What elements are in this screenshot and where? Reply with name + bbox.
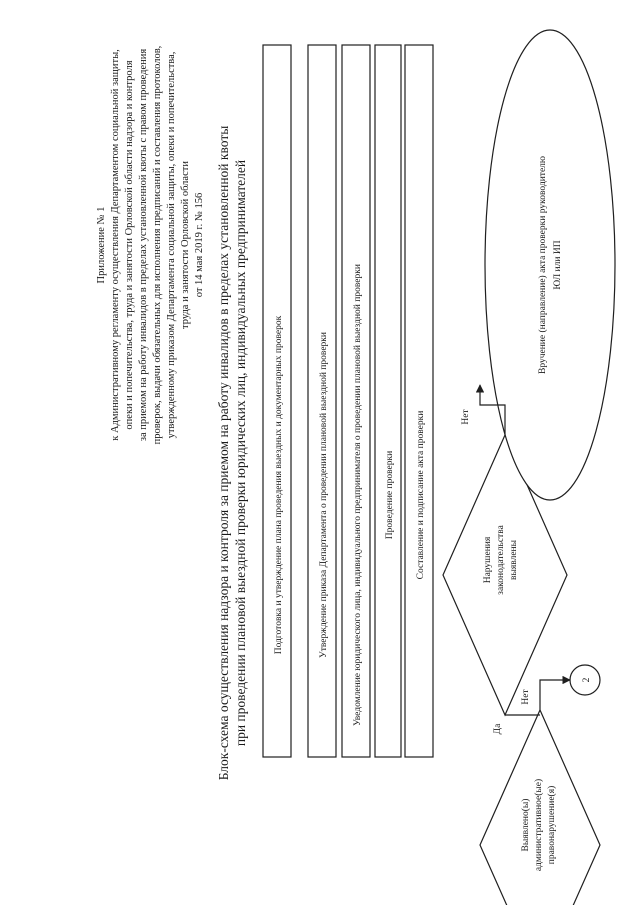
header-line-6: утвержденному приказом Департамента социальной защиты, опеки и попечительства, bbox=[166, 51, 177, 439]
edge-label-no-1: Нет bbox=[461, 409, 471, 425]
step-1-label: Подготовка и утверждение плана проведения выездных и документарных проверок bbox=[274, 315, 284, 655]
title-block bbox=[216, 126, 248, 781]
edge-label-no-2: Нет bbox=[521, 689, 531, 705]
header-line-1: Приложение № 1 bbox=[96, 206, 107, 284]
edge-label-yes-1: Да bbox=[493, 723, 503, 735]
header-line-4: за приемом на работу инвалидов в пределах установленной квоты с правом проведения bbox=[138, 48, 149, 442]
decision-violations-line-2: законодательства bbox=[496, 525, 506, 595]
decision-offences-line-2: административное(ые) bbox=[534, 778, 544, 872]
decision-violations-line-3: выявлены bbox=[509, 539, 519, 581]
decision-offences-line-1: Выявлено(ы) bbox=[521, 798, 531, 852]
step-5-label: Составление и подписание акта проверки bbox=[416, 410, 426, 580]
step-3-label: Уведомление юридического лица, индивидуального предпринимателя о проведении плановой выездной проверки bbox=[353, 264, 363, 726]
decision-offences bbox=[480, 710, 600, 905]
terminal-line-1: Вручение (направление) акта проверки руководителю bbox=[538, 156, 548, 374]
step-5-box bbox=[405, 45, 433, 757]
step-4-box bbox=[375, 45, 401, 757]
process-steps bbox=[263, 45, 433, 757]
step-2-label: Утверждение приказа Департамента о проведении плановой выездной проверки bbox=[319, 332, 329, 658]
header-block bbox=[96, 46, 205, 445]
step-4-label: Проведение проверки bbox=[385, 450, 395, 540]
title-line-1: Блок-схема осуществления надзора и контроля за приемом на работу инвалидов в пределах установленной квоты bbox=[216, 125, 231, 781]
connector-2 bbox=[570, 665, 600, 695]
terminal-line-2: ЮЛ или ИП bbox=[553, 240, 563, 290]
connector-2-label: 2 bbox=[582, 677, 592, 683]
header-line-7: труда и занятости Орловской области bbox=[180, 161, 191, 329]
header-line-3: опеки и попечительства, труда и занятости Орловской области надзора и контроля bbox=[124, 60, 135, 430]
decision-violations-line-1: Нарушения bbox=[483, 536, 493, 584]
title-line-2: при проведении плановой выездной проверки юридических лиц, индивидуальных предпринимателей bbox=[233, 159, 248, 747]
decision-offences-line-3: правонарушение(я) bbox=[547, 785, 557, 865]
header-line-5: проверок, выдачи обязательных для исполнения предписаний и составления протоколов, bbox=[152, 45, 163, 445]
header-line-8: от 14 мая 2019 г. № 156 bbox=[194, 192, 205, 298]
header-line-2: к Административному регламенту осуществления Департаментом социальной защиты, bbox=[110, 49, 121, 441]
